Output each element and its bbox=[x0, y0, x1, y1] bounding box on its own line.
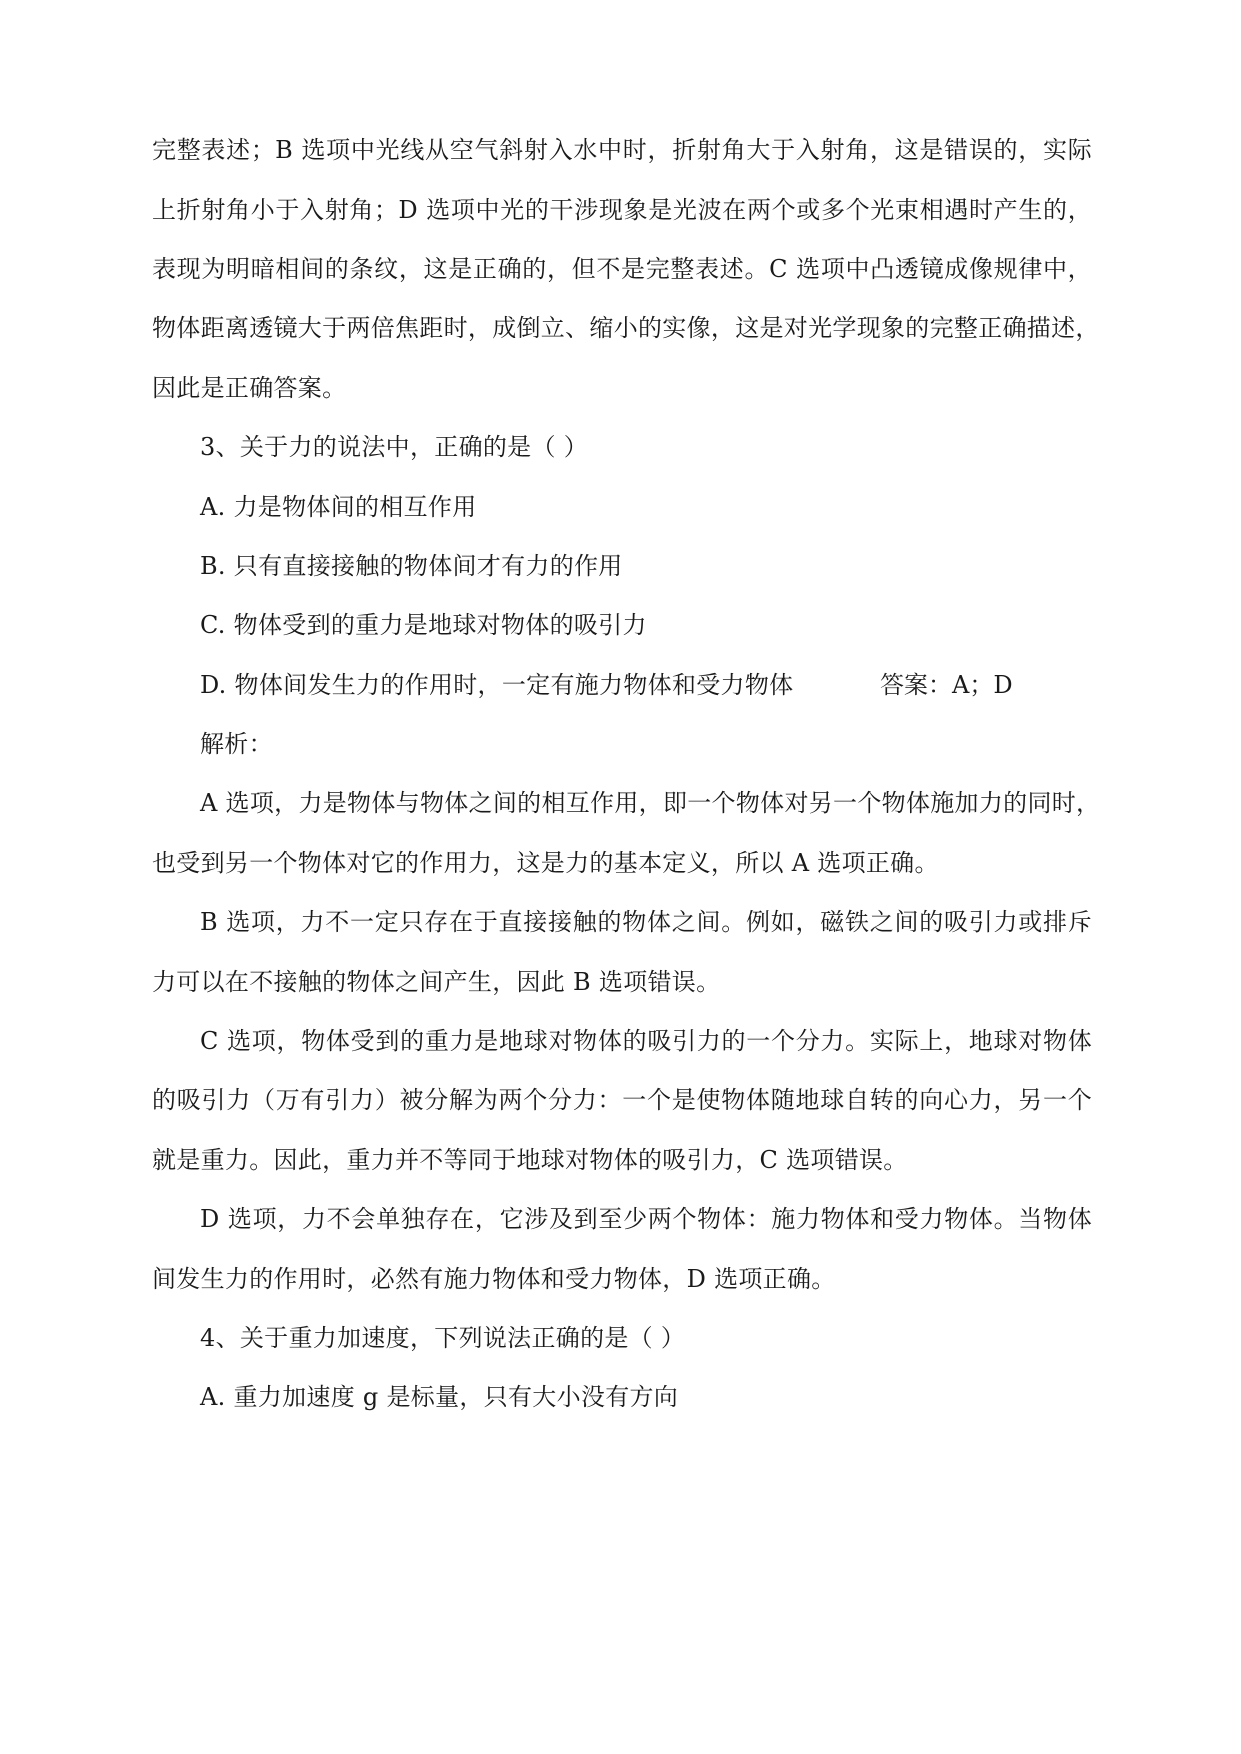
analysis-b-line-1: B 选项，力不一定只存在于直接接触的物体之间。例如，磁铁之间的吸引力或排斥 bbox=[200, 908, 1092, 936]
prev-paragraph-line-5: 因此是正确答案。 bbox=[152, 374, 347, 402]
prev-paragraph-line-1: 完整表述；B 选项中光线从空气斜射入水中时，折射角大于入射角，这是错误的，实际 bbox=[152, 136, 1092, 164]
analysis-b-line-2: 力可以在不接触的物体之间产生，因此 B 选项错误。 bbox=[152, 968, 721, 996]
analysis-a-line-1: A 选项，力是物体与物体之间的相互作用，即一个物体对另一个物体施加力的同时， bbox=[200, 789, 1101, 817]
question-3-option-c: C. 物体受到的重力是地球对物体的吸引力 bbox=[200, 611, 647, 639]
analysis-c-line-2: 的吸引力（万有引力）被分解为两个分力：一个是使物体随地球自转的向心力，另一个 bbox=[152, 1086, 1092, 1114]
question-3-option-b: B. 只有直接接触的物体间才有力的作用 bbox=[200, 552, 623, 580]
question-4-option-a: A. 重力加速度 g 是标量，只有大小没有方向 bbox=[200, 1383, 679, 1411]
question-3-answer: 答案：A；D bbox=[880, 671, 1013, 699]
prev-paragraph-line-2: 上折射角小于入射角；D 选项中光的干涉现象是光波在两个或多个光束相遇时产生的， bbox=[152, 196, 1092, 224]
analysis-d-line-1: D 选项，力不会单独存在，它涉及到至少两个物体：施力物体和受力物体。当物体 bbox=[200, 1205, 1092, 1233]
question-3: 3、关于力的说法中，正确的是（ ） bbox=[200, 433, 588, 461]
question-3-option-d: D. 物体间发生力的作用时，一定有施力物体和受力物体 bbox=[200, 671, 794, 699]
analysis-label: 解析： bbox=[200, 730, 273, 758]
analysis-a-line-2: 也受到另一个物体对它的作用力，这是力的基本定义，所以 A 选项正确。 bbox=[152, 849, 939, 877]
analysis-d-line-2: 间发生力的作用时，必然有施力物体和受力物体，D 选项正确。 bbox=[152, 1265, 836, 1293]
prev-paragraph-line-3: 表现为明暗相间的条纹，这是正确的，但不是完整表述。C 选项中凸透镜成像规律中， bbox=[152, 255, 1092, 283]
question-4: 4、关于重力加速度，下列说法正确的是（ ） bbox=[200, 1324, 686, 1352]
prev-paragraph-line-4: 物体距离透镜大于两倍焦距时，成倒立、缩小的实像，这是对光学现象的完整正确描述， bbox=[152, 314, 1100, 342]
analysis-c-line-1: C 选项，物体受到的重力是地球对物体的吸引力的一个分力。实际上，地球对物体 bbox=[200, 1027, 1092, 1055]
question-3-option-a: A. 力是物体间的相互作用 bbox=[200, 493, 477, 521]
analysis-c-line-3: 就是重力。因此，重力并不等同于地球对物体的吸引力，C 选项错误。 bbox=[152, 1146, 908, 1174]
